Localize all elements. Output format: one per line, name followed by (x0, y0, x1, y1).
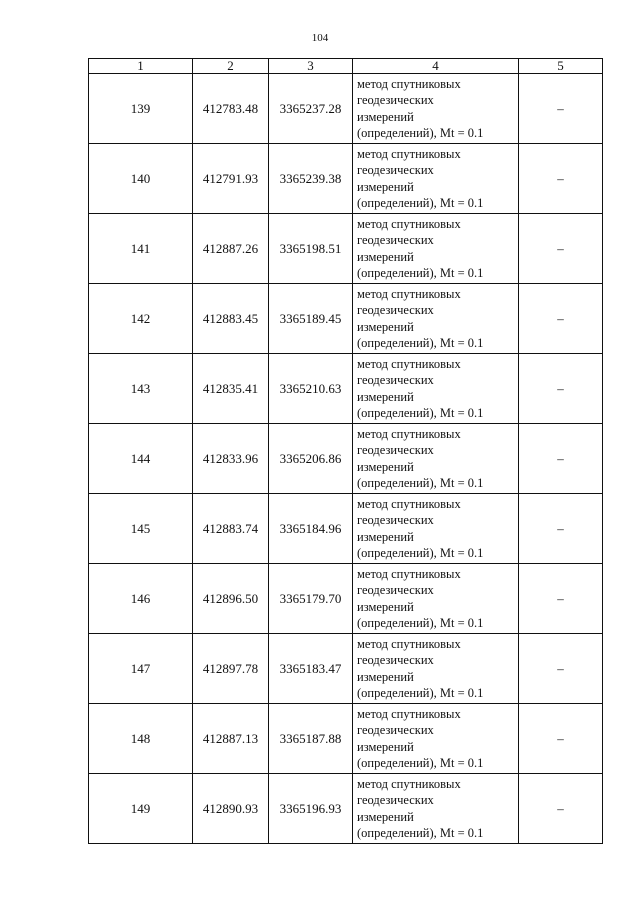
note-cell: – (519, 74, 603, 144)
y-coordinate-cell: 3365196.93 (269, 774, 353, 844)
method-line: измерений (357, 179, 414, 194)
table-row (89, 214, 603, 284)
note-cell: – (519, 634, 603, 704)
note-cell: – (519, 704, 603, 774)
x-coordinate-cell: 412896.50 (193, 564, 269, 634)
point-number-cell: 139 (89, 74, 193, 144)
method-line: (определений), Mt = 0.1 (357, 336, 484, 350)
method-line: метод спутниковых (357, 426, 461, 441)
y-coordinate-cell: 3365184.96 (269, 494, 353, 564)
method-line: метод спутниковых (357, 76, 461, 91)
y-coordinate-cell: 3365237.28 (269, 74, 353, 144)
method-line: (определений), Mt = 0.1 (357, 196, 484, 210)
table-row (89, 564, 603, 634)
point-number-cell: 149 (89, 774, 193, 844)
method-line: измерений (357, 599, 414, 614)
note-cell: – (519, 354, 603, 424)
x-coordinate-cell: 412897.78 (193, 634, 269, 704)
method-line: измерений (357, 739, 414, 754)
point-number-cell: 141 (89, 214, 193, 284)
y-coordinate-cell: 3365206.86 (269, 424, 353, 494)
method-cell (353, 284, 519, 354)
method-line: геодезических (357, 583, 434, 597)
x-coordinate-cell: 412883.74 (193, 494, 269, 564)
method-line: измерений (357, 249, 414, 264)
method-line: (определений), Mt = 0.1 (357, 756, 484, 770)
x-coordinate-cell: 412887.26 (193, 214, 269, 284)
x-coordinate-cell: 412833.96 (193, 424, 269, 494)
note-cell: – (519, 214, 603, 284)
point-number-cell: 145 (89, 494, 193, 564)
method-cell (353, 634, 519, 704)
method-line: (определений), Mt = 0.1 (357, 546, 484, 560)
method-line: измерений (357, 459, 414, 474)
method-line: (определений), Mt = 0.1 (357, 826, 484, 840)
method-cell (353, 214, 519, 284)
note-cell: – (519, 774, 603, 844)
y-coordinate-cell: 3365210.63 (269, 354, 353, 424)
y-coordinate-cell: 3365179.70 (269, 564, 353, 634)
method-cell (353, 354, 519, 424)
method-line: геодезических (357, 93, 434, 107)
x-coordinate-cell: 412783.48 (193, 74, 269, 144)
method-line: метод спутниковых (357, 706, 461, 721)
method-line: измерений (357, 669, 414, 684)
column-header: 5 (519, 59, 603, 74)
note-cell: – (519, 284, 603, 354)
method-line: измерений (357, 529, 414, 544)
table-row (89, 74, 603, 144)
method-line: метод спутниковых (357, 636, 461, 651)
column-header: 3 (269, 59, 353, 74)
method-cell (353, 424, 519, 494)
y-coordinate-cell: 3365183.47 (269, 634, 353, 704)
method-line: (определений), Mt = 0.1 (357, 126, 484, 140)
table-row (89, 144, 603, 214)
method-line: измерений (357, 389, 414, 404)
point-number-cell: 142 (89, 284, 193, 354)
method-line: (определений), Mt = 0.1 (357, 266, 484, 280)
method-line: метод спутниковых (357, 776, 461, 791)
note-cell: – (519, 564, 603, 634)
method-line: геодезических (357, 303, 434, 317)
method-line: метод спутниковых (357, 286, 461, 301)
method-line: (определений), Mt = 0.1 (357, 616, 484, 630)
x-coordinate-cell: 412791.93 (193, 144, 269, 214)
table-row (89, 774, 603, 844)
method-cell (353, 704, 519, 774)
column-header: 2 (193, 59, 269, 74)
table-row (89, 284, 603, 354)
coordinates-table (88, 58, 603, 844)
table-row (89, 354, 603, 424)
point-number-cell: 143 (89, 354, 193, 424)
note-cell: – (519, 424, 603, 494)
method-line: измерений (357, 319, 414, 334)
column-header: 1 (89, 59, 193, 74)
method-line: (определений), Mt = 0.1 (357, 476, 484, 490)
y-coordinate-cell: 3365198.51 (269, 214, 353, 284)
method-line: метод спутниковых (357, 146, 461, 161)
method-line: геодезических (357, 513, 434, 527)
method-line: геодезических (357, 793, 434, 807)
method-cell (353, 774, 519, 844)
note-cell: – (519, 494, 603, 564)
method-line: метод спутниковых (357, 496, 461, 511)
header-row (89, 59, 603, 74)
page-number: 104 (311, 32, 329, 44)
table-row (89, 704, 603, 774)
method-line: геодезических (357, 723, 434, 737)
x-coordinate-cell: 412883.45 (193, 284, 269, 354)
point-number-cell: 148 (89, 704, 193, 774)
x-coordinate-cell: 412890.93 (193, 774, 269, 844)
method-cell (353, 74, 519, 144)
method-cell (353, 564, 519, 634)
y-coordinate-cell: 3365239.38 (269, 144, 353, 214)
point-number-cell: 147 (89, 634, 193, 704)
method-line: метод спутниковых (357, 566, 461, 581)
x-coordinate-cell: 412835.41 (193, 354, 269, 424)
method-line: метод спутниковых (357, 216, 461, 231)
method-line: геодезических (357, 373, 434, 387)
method-line: измерений (357, 809, 414, 824)
method-line: геодезических (357, 233, 434, 247)
point-number-cell: 144 (89, 424, 193, 494)
method-cell (353, 494, 519, 564)
table-row (89, 494, 603, 564)
note-cell: – (519, 144, 603, 214)
table-row (89, 634, 603, 704)
table-row (89, 424, 603, 494)
y-coordinate-cell: 3365189.45 (269, 284, 353, 354)
method-line: геодезических (357, 163, 434, 177)
method-line: геодезических (357, 443, 434, 457)
x-coordinate-cell: 412887.13 (193, 704, 269, 774)
method-line: (определений), Mt = 0.1 (357, 406, 484, 420)
method-line: (определений), Mt = 0.1 (357, 686, 484, 700)
point-number-cell: 146 (89, 564, 193, 634)
y-coordinate-cell: 3365187.88 (269, 704, 353, 774)
method-line: геодезических (357, 653, 434, 667)
column-header: 4 (353, 59, 519, 74)
point-number-cell: 140 (89, 144, 193, 214)
method-cell (353, 144, 519, 214)
method-line: измерений (357, 109, 414, 124)
method-line: метод спутниковых (357, 356, 461, 371)
